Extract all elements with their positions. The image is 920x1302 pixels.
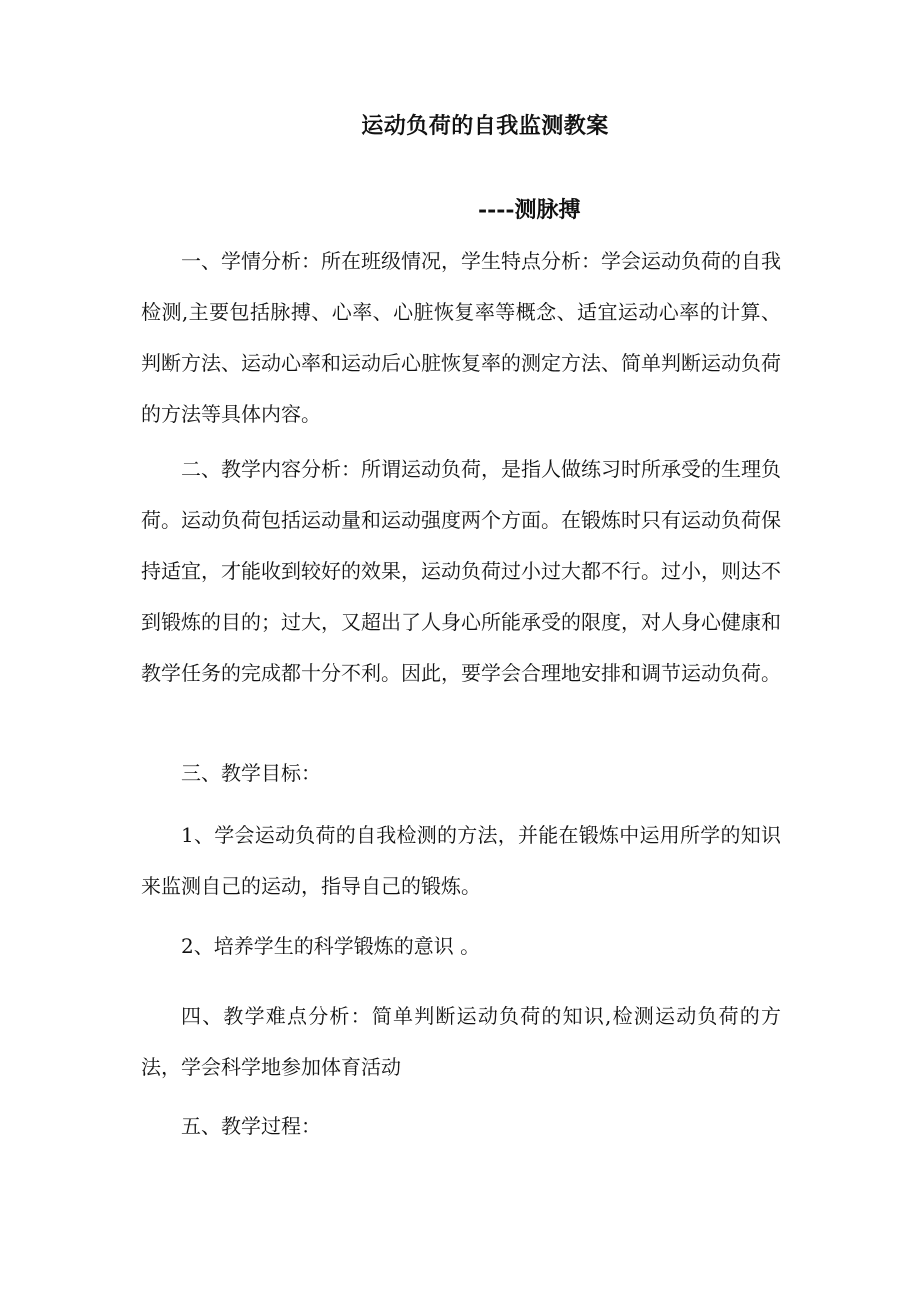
section-difficulty-analysis: 四、教学难点分析：简单判断运动负荷的知识,检测运动负荷的方法，学会科学地参加体育活动: [141, 1004, 781, 1079]
document-title: 运动负荷的自我监测教案: [361, 113, 609, 139]
document-subtitle: ----测脉搏: [478, 197, 581, 223]
section-content-analysis: 二、教学内容分析：所谓运动负荷，是指人做练习时所承受的生理负荷。运动负荷包括运动量和运动强度两个方面。在锻炼时只有运动负荷保持适宜，才能收到较好的效果，运动负荷过小过大都不行。过小，则达不到锻炼的目的；过大，又超出了人身心所能承受的限度，对人身心健康和教学任务的完成都十分不利。因此，要学会合理地安排和调节运动负荷。: [141, 457, 781, 685]
goal-item-2: 2、培养学生的科学锻炼的意识 。: [181, 934, 481, 958]
section-learning-analysis: 一、学情分析：所在班级情况，学生特点分析：学会运动负荷的自我检测,主要包括脉搏、心率、心脏恢复率等概念、适宜运动心率的计算、判断方法、运动心率和运动后心脏恢复率的测定方法、简单判断运动负荷的方法等具体内容。: [141, 249, 781, 426]
goal-item-1: 1、学会运动负荷的自我检测的方法，并能在锻炼中运用所学的知识来监测自己的运动，指导自己的锻炼。: [141, 823, 781, 898]
section-teaching-process-heading: 五、教学过程：: [181, 1114, 321, 1138]
section-teaching-goals-heading: 三、教学目标：: [181, 761, 321, 785]
